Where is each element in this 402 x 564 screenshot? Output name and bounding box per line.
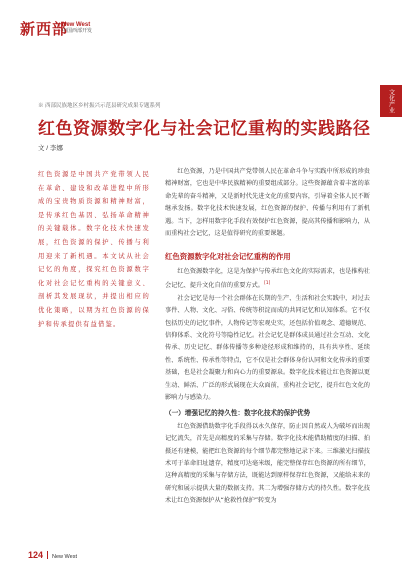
section-heading: 红色资源数字化对社会记忆重构的作用	[165, 252, 291, 262]
page-number: 124	[28, 550, 44, 560]
body-paragraph-3: 红色资源借助数字化手段得以永久保存，防止因自然或人为破坏而出现记忆流失，首先是高精度的采集与存储。数字化技术能借助精度的扫描、拍摄还有建模，能把红色资源的每个细节都完整地记录下来。三维激光扫描技术可于革命旧址遗存，精度可达毫米级，能完整保存红色资源的所有细节，这种高精度的采集与存储方法，既能达到原样保存红色资源，又能给未来的研究和展示提供大量的数据支持。其二为增强存储方式的持久性。数字化技术让红色资源保护从“抢救性保护”转变为	[165, 422, 370, 505]
body-paragraph-2: 社会记忆是每一个社会群体在长期的生产、生活和社会实践中，对过去事件、人物、文化、习俗、传统等积淀而成的共同记忆和认知体系。它不仅包括历史的记忆事件，人物传记等宏观史实，还包括价值观念、道德规范、信仰体系、文化符号等隐性记忆。社会记忆是群体成员通过社会互动、文化传承、历史记忆、群体传播等多种途径形成和维持的，具有共享性、延续性、系统性、传承性等特点，它不仅是社会群体身份认同和文化传承的重要基础，也是社会凝聚力和向心力的重要源泉。数字化技术能让红色资源以更生动、鲜活、广泛的形式展现在大众面前，重构社会记忆，提升红色文化的影响力与感染力。	[165, 294, 370, 401]
article-title: 红色资源数字化与社会记忆重构的实践路径	[38, 119, 371, 139]
logo-chinese: 新西部	[20, 20, 69, 38]
article-author: 文 / 李娜	[38, 145, 63, 152]
article-abstract: 红色资源是中国共产党带领人民在革命、建设和改革进程中所形成的宝贵物质资源和精神财富，是传承红色基因、弘扬革命精神的关键载体。数字化技术快速发展，红色资源的保护、传播与利用迎来了新机遇。本文试从社会记忆的角度，探究红色资源数字化对社会记忆重构的关键意义、剖析其发展现状，并提出相应的优化策略，以期为红色资源的保护和传承提供有益借鉴。	[38, 171, 150, 328]
article-kicker: ※ 西部民族地区乡村振兴示范县研究成果专题系列	[38, 103, 161, 109]
footer-divider	[47, 551, 48, 559]
section-intro-paragraph	[165, 266, 370, 293]
logo-english	[62, 22, 92, 34]
subsection-heading: （一）增强记忆的持久性：数字化技术的保护优势	[165, 409, 311, 418]
footnote-marker: [1]	[264, 281, 271, 287]
logo-english-title: New West	[62, 22, 91, 28]
section-intro-text: 红色资源数字化，这是为保护与传承红色文化的实际需求，也是推构社会记忆、提升文化自信的重要方式。	[165, 267, 370, 290]
footer-magazine-name: New West	[52, 554, 77, 560]
page-footer	[28, 545, 77, 563]
section-tag: 文化产业	[380, 85, 402, 117]
logo-english-subtitle: 中国西部开发	[62, 28, 93, 34]
intro-paragraph: 红色资源，乃是中国共产党带领人民在革命斗争与实践中所形成的珍贵精神财富，它也是中华民族精神的重要组成部分。这些资源蕴含着丰富的革命先辈的奋斗精神，又是新时代先进文化的重要内容，引导着全体人民不断继承发扬。数字化技术快速发展，红色资源的保护、传播与利用有了新机遇。当下，怎样用数字化手段有效保护红色资源，提高其传播和影响力，从而重构社会记忆，这是值得研究的重要课题。	[165, 168, 370, 238]
article-body	[165, 166, 370, 508]
magazine-logo	[20, 18, 68, 39]
